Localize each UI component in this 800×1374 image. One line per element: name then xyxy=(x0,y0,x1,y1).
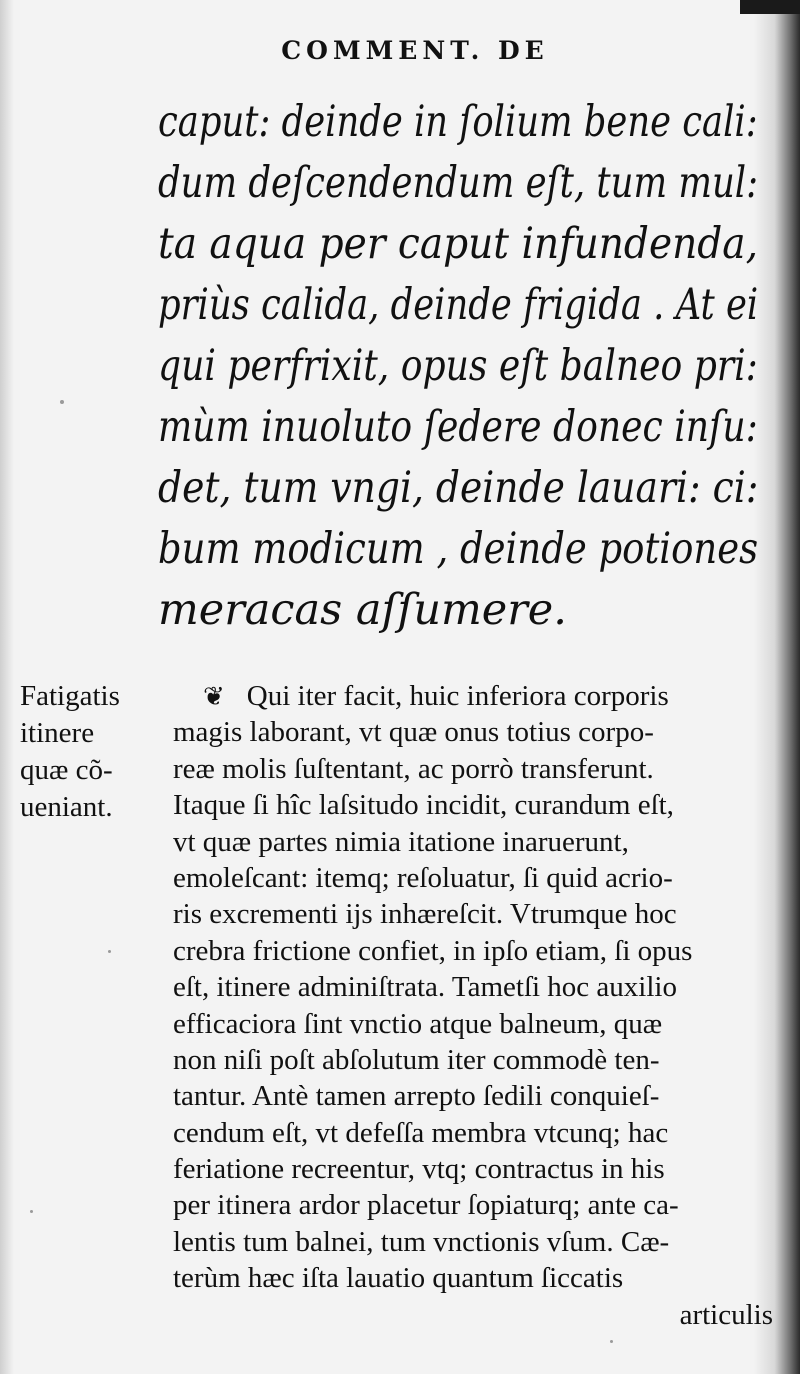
body-line-text: Qui iter facit, huic inferiora corporis xyxy=(246,680,669,712)
ink-speck xyxy=(108,950,111,953)
body-line: ris excrementi ijs inhæreſcit. Vtrumque hoc xyxy=(173,898,677,931)
body-line: crebra frictione confiet, in ipſo etiam, ſi opus xyxy=(173,934,693,967)
body-line: tantur. Antè tamen arrepto ſedili conquieſ- xyxy=(173,1080,660,1113)
running-head: COMMENT. DE xyxy=(281,36,549,65)
body-line: eſt, itinere adminiſtrata. Tametſi hoc auxilio xyxy=(173,971,677,1004)
body-text-block xyxy=(173,678,793,1333)
body-line: Itaque ſi hîc laſsitudo incidit, curandum eſt, xyxy=(173,789,674,822)
italic-line: caput: deinde in ſolium bene cali: xyxy=(158,97,758,147)
body-line: terùm hæc iſta lauatio quantum ſiccatis xyxy=(173,1262,624,1295)
body-line: non niſi poſt abſolutum iter commodè ten- xyxy=(173,1043,660,1076)
page-left-shadow xyxy=(0,0,14,1374)
body-line: magis laborant, vt quæ onus totius corpo- xyxy=(173,716,654,749)
margin-note-line: ueniant. xyxy=(20,791,113,823)
ink-speck xyxy=(610,1340,613,1343)
body-line: efficaciora ſint vnctio atque balneum, quæ xyxy=(173,1007,663,1040)
body-line: feriatione recreentur, vtq; contractus in his xyxy=(173,1153,665,1186)
catchword: articulis xyxy=(679,1298,773,1331)
italic-line: priùs calida, deinde frigida . At ei xyxy=(158,280,759,330)
italic-line: bum modicum , deinde potiones xyxy=(158,524,759,574)
body-line: reæ molis ſuſtentant, ac porrò transferunt. xyxy=(173,752,654,785)
body-line: lentis tum balnei, tum vnctionis vſum. Cæ- xyxy=(173,1225,670,1258)
italic-line: qui perfrixit, opus eſt balneo pri: xyxy=(158,341,758,391)
italic-line: dum deſcendendum eſt, tum mul: xyxy=(158,158,759,208)
body-line: emoleſcant: itemq; reſoluatur, ſi quid acrio- xyxy=(173,861,673,894)
italic-line: ta aqua per caput infundenda, xyxy=(158,219,759,269)
margin-note-line: Fatigatis xyxy=(20,680,120,712)
body-line xyxy=(173,678,793,714)
ink-speck xyxy=(60,400,64,404)
body-line: cendum eſt, vt defeſſa membra vtcunq; hac xyxy=(173,1116,669,1149)
body-line: vt quæ partes nimia itatione inaruerunt, xyxy=(173,825,629,858)
page-corner-edge xyxy=(740,0,800,14)
paragraph-mark-icon: ❦ xyxy=(203,682,225,711)
italic-line: meracas aſſumere. xyxy=(158,585,567,635)
ink-speck xyxy=(30,1210,33,1213)
italic-line: mùm inuoluto ſedere donec inſu: xyxy=(158,402,758,452)
margin-note-line: quæ cõ- xyxy=(20,754,113,786)
margin-note xyxy=(20,678,160,826)
italic-line: det, tum vngi, deinde lauari: ci: xyxy=(158,463,759,513)
italic-text-block xyxy=(158,92,758,641)
body-line: per itinera ardor placetur ſopiaturq; ante ca- xyxy=(173,1189,679,1222)
margin-note-line: itinere xyxy=(20,717,95,749)
